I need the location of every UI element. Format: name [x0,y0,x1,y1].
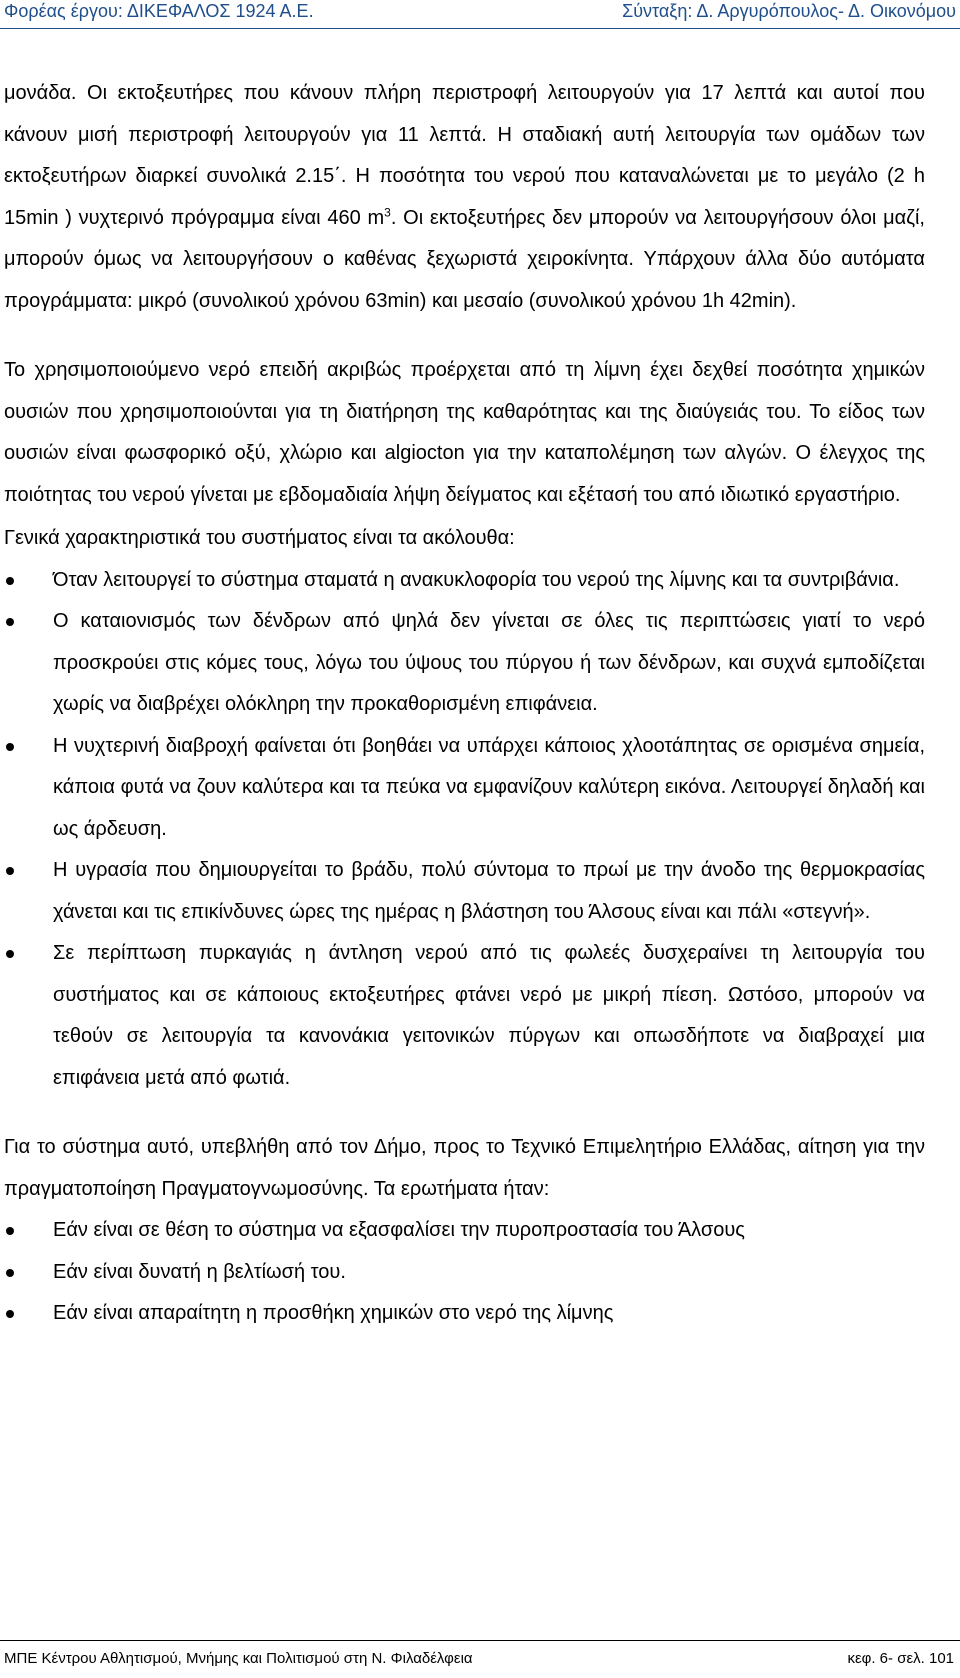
page-header [0,0,960,32]
bullet-icon [6,867,14,875]
list-item [4,1293,925,1335]
paragraph-1-text-a: μονάδα. Οι εκτοξευτήρες που κάνουν πλήρη περιστροφή λειτουργούν για 17 λεπτά και αυτοί που κάνουν μισή περιστροφή λειτουργούν για 11 λεπτά. Η σταδιακή αυτή λειτουργία των ομάδων των εκτοξευτήρων διαρκεί συνολικά 2.15΄. Η ποσότητα του νερού που καταναλώνεται με το μεγάλο (2 h 15min ) νυχτερινό πρόγραμμα είναι 460 m [4,82,925,229]
footer-rule [0,1640,960,1641]
list-item [4,1252,925,1294]
bullet-icon [6,1227,14,1235]
paragraph-1-text-b: . Οι εκτοξευτήρες δεν μπορούν να λειτουργήσουν όλοι μαζί, μπορούν όμως να λειτουργήσουν ο καθένας ξεχωριστά χειροκίνητα. Υπάρχουν άλλα δύο αυτόματα προγράμματα: μικρό (συνολικού χρόνου 63min) και μεσαίο (συνολικού χρόνου 1h 42min). [4,206,925,312]
bullet-icon [6,950,14,958]
bullet-icon [6,1310,14,1318]
list-item-text: Η νυχτερινή διαβροχή φαίνεται ότι βοηθάει να υπάρχει κάποιος χλοοτάπητας σε ορισμένα σημεία, κάποια φυτά να ζουν καλύτερα και τα πεύκα να εμφανίζουν καλύτερη εικόνα. Λειτουργεί δηλαδή και ως άρδευση. [53,734,925,840]
features-list [4,560,925,1100]
list-item [4,601,925,726]
list-item [4,1210,925,1252]
list-item [4,933,925,1099]
bullet-icon [6,1269,14,1277]
superscript-3: 3 [384,204,391,219]
header-project-owner: Φορέας έργου: ΔΙΚΕΦΑΛΟΣ 1924 Α.Ε. [4,1,314,21]
paragraph-4: Για το σύστημα αυτό, υπεβλήθη από τον Δήμο, προς το Τεχνικό Επιμελητήριο Ελλάδας, αίτηση για την πραγματοποίηση Πραγματογνωμοσύνης. Τα ερωτήματα ήταν: [4,1136,925,1200]
header-rule [0,28,960,29]
bullet-icon [6,743,14,751]
paragraph-2: Το χρησιμοποιούμενο νερό επειδή ακριβώς προέρχεται από τη λίμνη έχει δεχθεί ποσότητα χημικών ουσιών που χρησιμοποιούνται για τη διατήρηση της καθαρότητας και της διαύγειάς του. Το είδος των ουσιών είναι φωσφορικό οξύ, χλώριο και algiocton για την καταπολέμηση των αλγών. Ο έλεγχος της ποιότητας του νερού γίνεται με εβδομαδιαία λήψη δείγματος και εξέτασή του από ιδιωτικό εργαστήριο. [4,359,925,506]
list-item-text: Εάν είναι απαραίτητη η προσθήκη χημικών στο νερό της λίμνης [53,1302,614,1324]
list-item [4,560,925,602]
questions-list [4,1210,925,1335]
list-item-text: Εάν είναι σε θέση το σύστημα να εξασφαλίσει την πυροπροστασία του Άλσους [53,1219,745,1241]
paragraph-3: Γενικά χαρακτηριστικά του συστήματος είναι τα ακόλουθα: [4,527,515,549]
list-item-text: Σε περίπτωση πυρκαγιάς η άντληση νερού από τις φωλεές δυσχεραίνει τη λειτουργία του συστήματος και σε κάποιους εκτοξευτήρες φτάνει νερό με μικρή πίεση. Ωστόσο, μπορούν να τεθούν σε λειτουργία τα κανονάκια γειτονικών πύργων και οπωσδήποτε να διαβραχεί μια επιφάνεια μετά από φωτιά. [53,942,925,1089]
footer-document-title: ΜΠΕ Κέντρου Αθλητισμού, Μνήμης και Πολιτισμού στη Ν. Φιλαδέλφεια [4,1650,473,1667]
bullet-icon [6,577,14,585]
list-item [4,726,925,851]
list-item-text: Εάν είναι δυνατή η βελτίωσή του. [53,1260,346,1283]
footer-page-number: κεφ. 6- σελ. 101 [847,1650,954,1667]
list-item [4,850,925,933]
list-item-text: Η υγρασία που δημιουργείται το βράδυ, πολύ σύντομα το πρωί με την άνοδο της θερμοκρασίας χάνεται και τις επικίνδυνες ώρες της ημέρας η βλάστηση του Άλσους είναι και πάλι «στεγνή». [53,859,925,923]
list-item-text: Όταν λειτουργεί το σύστημα σταματά η ανακυκλοφορία του νερού της λίμνης και τα συντριβάνια. [53,568,900,591]
paragraph-1 [4,73,925,322]
page-footer [0,1640,960,1678]
document-body [4,73,925,1335]
bullet-icon [6,618,14,626]
list-item-text: Ο καταιονισμός των δένδρων από ψηλά δεν γίνεται σε όλες τις περιπτώσεις γιατί το νερό προσκρούει στις κόμες τους, λόγω του ύψους του πύργου ή των δένδρων, και συχνά εμποδίζεται χωρίς να διαβρέχει ολόκληρη την προκαθορισμένη επιφάνεια. [53,610,925,715]
header-authors: Σύνταξη: Δ. Αργυρόπουλος- Δ. Οικονόμου [622,1,956,21]
